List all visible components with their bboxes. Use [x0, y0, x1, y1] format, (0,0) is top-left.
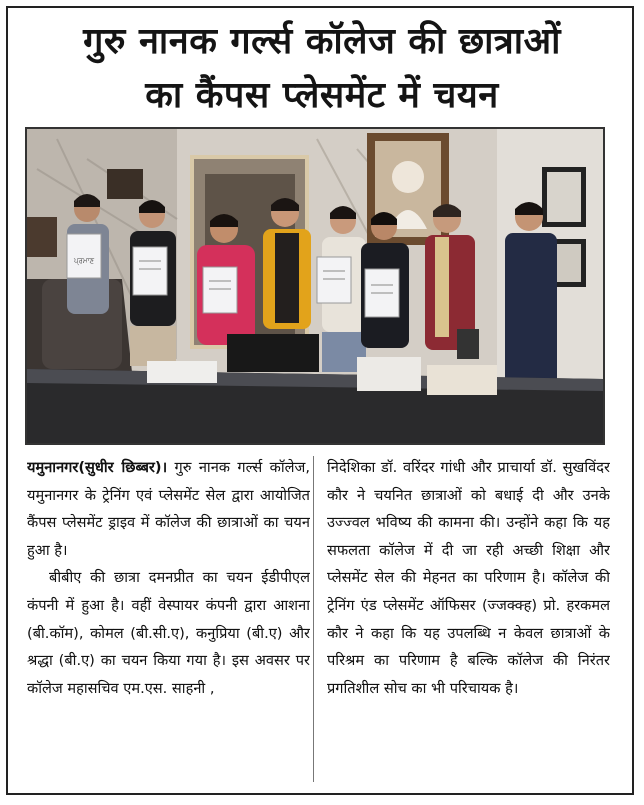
article-paragraph-3: निदेशिका डॉ. वरिंदर गांधी और प्राचार्या डॉ. सुखविंदर कौर ने चयनित छात्राओं को बधाई दी और उनके उज्ज्वल भविष्य की कामना की। उन्होंने कहा कि यह सफलता कॉलेज में दी जा रही अच्छी शिक्षा और प्लेसमेंट सेल की मेहनत का परिणाम है। कॉलेज की ट्रेनिंग एंड प्लेसमेंट ऑफिसर (ज्जक्क्ह) प्रो. हरकमल कौर ने कहा कि यह उपलब्धि न केवल छात्राओं के परिश्रम का परिणाम है बल्कि कॉलेज की निरंतर प्रगतिशील सोच का भी परिचायक है। — [327, 459, 610, 697]
headline-line-2: का कैंपस प्लेसमेंट में चयन — [145, 75, 499, 116]
photo-illustration — [27, 129, 603, 443]
column-divider — [313, 456, 314, 782]
article-paragraph-1-text: गुरु नानक गर्ल्स कॉलेज, यमुनानगर के ट्रेनिंग एवं प्लेसमेंट सेल द्वारा आयोजित कैंपस प्लेसमेंट ड्राइव में कॉलेज की छात्राओं का चयन हुआ है। — [27, 459, 310, 559]
dateline: यमुनानगर(सुधीर छिब्बर)। — [27, 459, 168, 476]
certificate-label: ਪ੍ਰਮਾਣ — [74, 257, 95, 265]
headline-line-1: गुरु नानक गर्ल्स कॉलेज की छात्राओं — [83, 21, 561, 62]
article-column-left — [27, 454, 310, 784]
news-photo — [25, 127, 605, 445]
article-paragraph-1 — [27, 454, 310, 564]
article-column-right — [327, 454, 610, 784]
article-paragraph-2: बीबीए की छात्रा दमनप्रीत का चयन ईडीपीएल कंपनी में हुआ है। वहीं वेस्पायर कंपनी द्वारा आशना (बी.कॉम), कोमल (बी.सी.ए), कनुप्रिया (बी.ए) और श्रद्धा (बी.ए) का चयन किया गया है। इस अवसर पर कॉलेज महासचिव एम.एस. साहनी , — [27, 569, 310, 697]
